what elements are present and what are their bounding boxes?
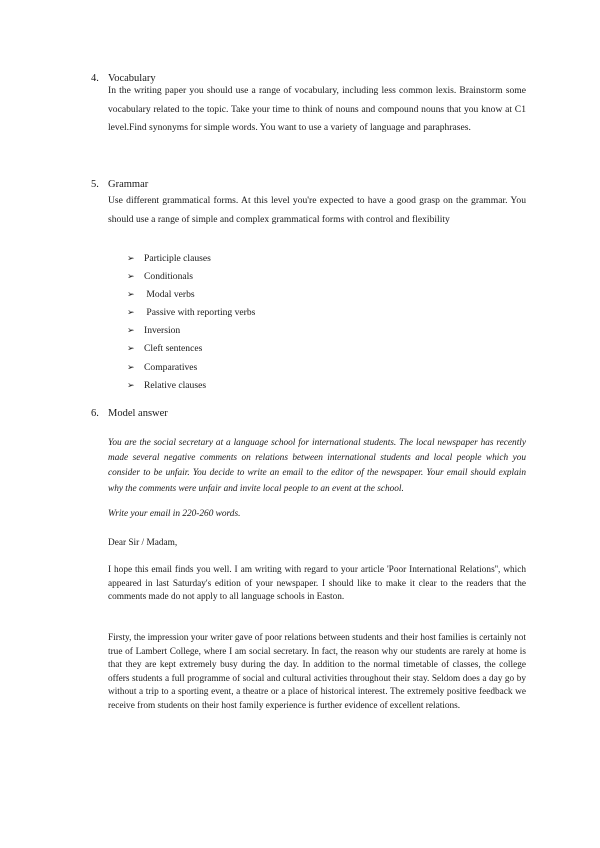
arrow-bullet-icon: ➢ [127,379,135,390]
grammar-forms-list [127,249,255,394]
grammar-paragraph: Use different grammatical forms. At this level you're expected to have a good grasp on the grammar. You should use a range of simple and complex grammatical forms with control and flexibility [108,195,526,225]
section-title: Grammar [108,179,149,190]
section-number: 6. [91,408,99,419]
arrow-bullet-icon: ➢ [127,271,135,282]
section-heading-model-answer [91,407,168,421]
task-prompt: You are the social secretary at a language school for international students. The local newspaper has recently made several negative comments on relations between international students and local people which you consider to be unfair. You decide to write an email to the editor of the newspaper. Your email should explain why the comments were unfair and invite local people to an event at the school. [108,438,526,494]
arrow-bullet-icon: ➢ [127,361,135,372]
word-count-instruction: Write your email in 220-260 words. [108,509,241,519]
arrow-bullet-icon: ➢ [127,253,135,263]
arrow-bullet-icon: ➢ [127,343,135,354]
list-item: ➢ Modal verbs [127,285,255,303]
section-number: 4. [91,73,99,84]
list-item: ➢ Inversion [127,321,255,339]
list-item: ➢ Relative clauses [127,376,255,394]
arrow-bullet-icon: ➢ [127,325,135,336]
arrow-bullet-icon: ➢ [127,307,135,318]
list-item: ➢ Participle clauses [127,249,255,267]
list-item: ➢ Conditionals [127,267,255,285]
email-paragraph: Firsty, the impression your writer gave of poor relations between students and their host families is certainly not true of Lambert College, where I am social secretary. In fact, the reason why our students are rarely at home is that they are kept extremely busy during the day. In addition to the normal timetable of classes, the college offers students a full programme of social and cultural activities throughout their stay. Seldom does a day go by without a trip to a sporting event, a theatre or a place of historical interest. The extremely positive feedback we receive from students on their host family experience is further evidence of excellent relations. [108,633,526,711]
email-salutation: Dear Sir / Madam, [108,538,178,548]
section-title: Vocabulary [108,73,156,84]
section-number: 5. [91,179,99,190]
section-heading-grammar [91,178,148,192]
list-item: ➢ Cleft sentences [127,339,255,357]
email-paragraph: I hope this email finds you well. I am writing with regard to your article 'Poor International Relations'', which appeared in last Saturday's edition of your newspaper. I should like to make it clear to the readers that the comments made do not apply to all language schools in Easton. [108,565,526,602]
list-item: ➢ Comparatives [127,358,255,376]
arrow-bullet-icon: ➢ [127,289,135,300]
list-item: ➢ Passive with reporting verbs [127,303,255,321]
section-title: Model answer [108,408,168,419]
vocabulary-paragraph: In the writing paper you should use a range of vocabulary, including less common lexis. Brainstorm some vocabulary related to the topic. Take your time to think of nouns and compound nouns that you know at C1 level.Find synonyms for simple words. You want to use a variety of language and paraphrases. [108,85,526,133]
